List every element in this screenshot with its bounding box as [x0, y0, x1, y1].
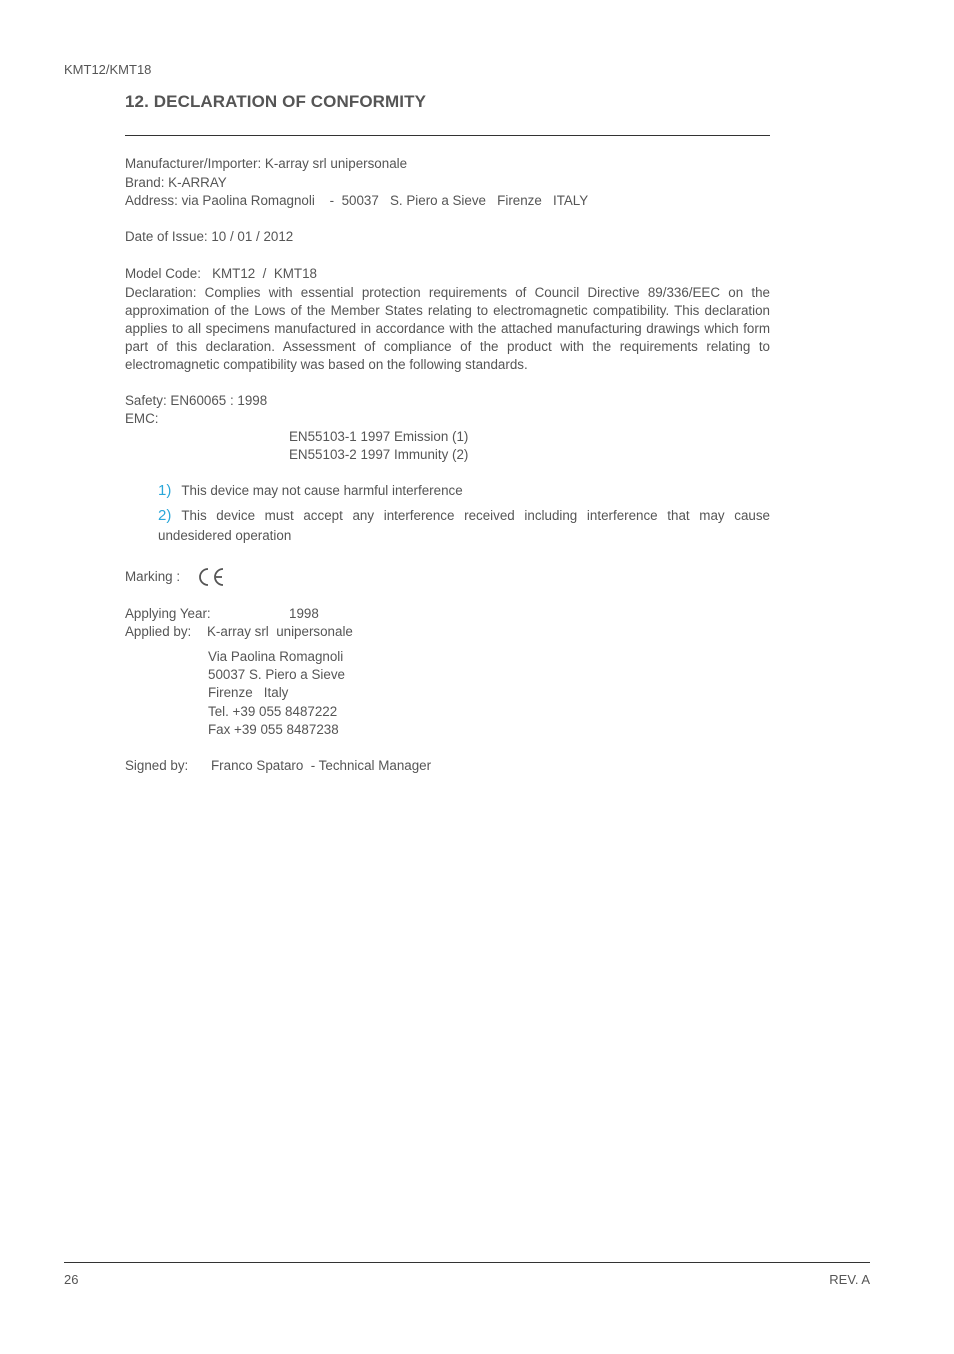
note-text: This device must accept any interference received including interference that may cause undesidered operation — [158, 508, 770, 543]
manufacturer-line: Manufacturer/Importer: K-array srl unipersonale — [125, 156, 408, 171]
applied-by-value: K-array srl unipersonale — [207, 624, 353, 639]
signed-by-value: Franco Spataro - Technical Manager — [211, 758, 432, 773]
applied-fax: Fax +39 055 8487238 — [208, 722, 339, 737]
applied-address-line: 50037 S. Piero a Sieve — [208, 667, 345, 682]
footer-divider — [64, 1262, 870, 1263]
note-number: 2) — [158, 507, 172, 524]
emc-standard-emission: EN55103-1 1997 Emission (1) — [289, 429, 469, 444]
title-divider — [125, 135, 770, 136]
applied-by-label: Applied by: — [125, 624, 192, 639]
revision-label: REV. A — [829, 1272, 870, 1287]
address-line: Address: via Paolina Romagnoli - 50037 S. Piero a Sieve Firenze ITALY — [125, 193, 589, 208]
note-item — [158, 482, 463, 499]
signed-by-label: Signed by: — [125, 758, 189, 773]
applied-phone: Tel. +39 055 8487222 — [208, 704, 338, 719]
note-text: This device may not cause harmful interference — [181, 483, 463, 498]
applying-year-value: 1998 — [289, 606, 319, 621]
page-number: 26 — [64, 1272, 79, 1287]
emc-label: EMC: — [125, 411, 159, 426]
model-code: Model Code: KMT12 / KMT18 — [125, 266, 318, 281]
note-item — [158, 506, 770, 546]
marking-label: Marking : — [125, 569, 181, 584]
ce-mark-icon — [196, 566, 226, 588]
safety-standard: Safety: EN60065 : 1998 — [125, 393, 268, 408]
emc-standard-immunity: EN55103-2 1997 Immunity (2) — [289, 447, 469, 462]
applied-address-line: Firenze Italy — [208, 685, 289, 700]
brand-line: Brand: K-ARRAY — [125, 175, 227, 190]
applying-year-label: Applying Year: — [125, 606, 211, 621]
applied-address-line: Via Paolina Romagnoli — [208, 649, 344, 664]
note-number: 1) — [158, 482, 172, 499]
date-of-issue: Date of Issue: 10 / 01 / 2012 — [125, 229, 294, 244]
document-id-header: KMT12/KMT18 — [64, 62, 152, 77]
section-title: 12. DECLARATION OF CONFORMITY — [125, 92, 427, 111]
declaration-paragraph: Declaration: Complies with essential protection requirements of Council Directive 89/336/EEC on the approximation of the Lows of the Member States relating to electromagnetic compatibility. This declaration applies to all specimens manufactured in accordance with the attached manufacturing drawings which form part of this declaration. Assessment of compliance of the product with the requirements relating to electromagnetic compatibility was based on the following standards. — [125, 285, 770, 373]
